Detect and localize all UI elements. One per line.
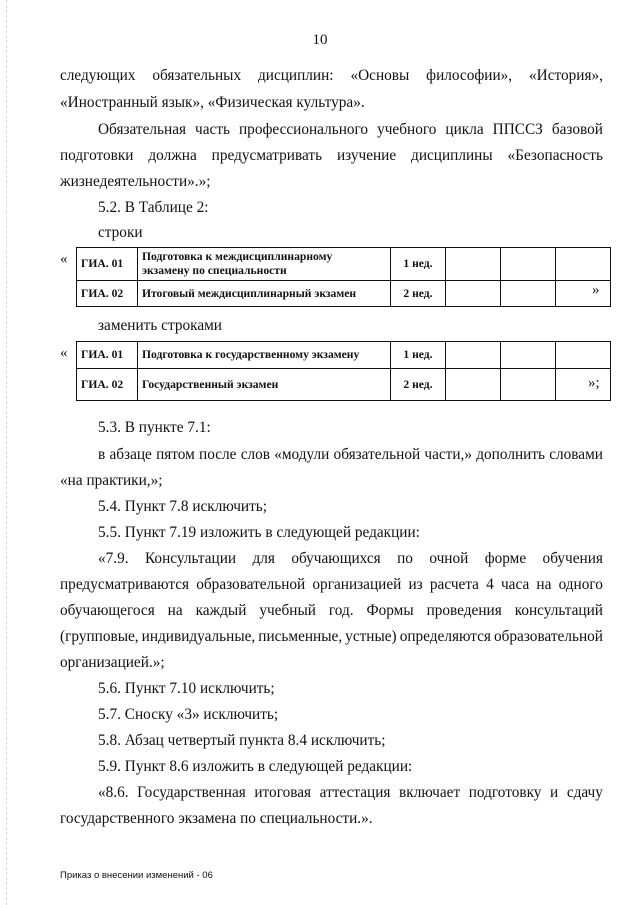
word: в xyxy=(98,446,106,463)
open-quote: « xyxy=(60,345,68,361)
word: консультаций xyxy=(514,602,603,619)
table-old-rows xyxy=(76,247,611,307)
word: философии», xyxy=(426,67,513,84)
word: определяются xyxy=(399,628,491,645)
word: абзаце xyxy=(109,446,152,463)
empty-cell xyxy=(446,369,501,401)
word: каждый xyxy=(195,602,247,619)
row-code: ГИА. 01 xyxy=(77,248,138,281)
close-quote: » xyxy=(592,282,600,298)
word: «модули xyxy=(274,446,330,463)
word: изучение xyxy=(336,147,397,164)
word: аттестация xyxy=(319,784,391,801)
word: цикла xyxy=(445,121,484,138)
word: обучающихся xyxy=(291,550,381,567)
word: Государственная xyxy=(137,784,246,801)
word: «История», xyxy=(529,67,603,84)
empty-cell xyxy=(501,281,556,307)
word: часа xyxy=(500,576,530,593)
word: учебного xyxy=(377,121,437,138)
row-weeks: 1 нед. xyxy=(391,342,446,369)
page-number: 10 xyxy=(312,32,328,48)
row-code: ГИА. 01 xyxy=(77,342,138,369)
word: обязательной xyxy=(333,446,421,463)
word: образовательной xyxy=(196,576,306,593)
empty-cell xyxy=(446,248,501,281)
open-quote: « xyxy=(60,251,68,267)
word: 4 xyxy=(486,576,494,593)
word: базовой xyxy=(551,121,603,138)
text-line xyxy=(60,628,603,646)
word: письменные, xyxy=(258,628,343,645)
word: слов xyxy=(240,446,270,463)
word: следующих xyxy=(60,67,136,84)
word: предусматривать xyxy=(211,147,323,164)
text-line: заменить строками xyxy=(98,317,222,334)
text-line: 5.5. Пункт 7.19 изложить в следующей редакции: xyxy=(98,524,420,541)
scan-edge xyxy=(6,0,7,905)
word: и xyxy=(550,784,559,801)
word: устные) xyxy=(345,628,397,645)
table-row xyxy=(77,281,611,307)
word: на xyxy=(536,576,552,593)
text-line xyxy=(98,121,603,139)
text-line: 5.2. В Таблице 2: xyxy=(98,199,209,216)
empty-cell xyxy=(501,342,556,369)
word: ППССЗ xyxy=(492,121,543,138)
row-weeks: 2 нед. xyxy=(391,281,446,307)
word: обязательных xyxy=(152,67,242,84)
text-line xyxy=(60,67,603,85)
text-line: 5.7. Сноску «3» исключить; xyxy=(98,706,279,723)
row-name: Подготовка к государственному экзамену xyxy=(138,342,391,369)
word: обучающегося xyxy=(60,602,155,619)
row-weeks: 1 нед. xyxy=(391,248,446,281)
text-line: 5.9. Пункт 8.6 изложить в следующей редакции: xyxy=(98,758,413,775)
word: одного xyxy=(558,576,603,593)
table-row xyxy=(77,369,611,401)
text-line: строки xyxy=(98,224,143,241)
word: Консультации xyxy=(144,550,237,567)
text-line xyxy=(60,147,603,165)
text-line xyxy=(98,550,603,568)
word: по xyxy=(397,550,413,567)
text-line: организацией.»; xyxy=(60,654,165,671)
word: на xyxy=(167,602,183,619)
word: части,» xyxy=(424,446,473,463)
word: после xyxy=(199,446,237,463)
row-weeks: 2 нед. xyxy=(391,369,446,401)
word: год. xyxy=(328,602,354,619)
word: Обязательная xyxy=(98,121,187,138)
word: из xyxy=(408,576,423,593)
row-code: ГИА. 02 xyxy=(77,369,138,401)
word: проведения xyxy=(426,602,502,619)
row-name xyxy=(138,248,391,281)
text-line xyxy=(60,576,603,594)
text-line: «Иностранный язык», «Физическая культура». xyxy=(60,94,365,111)
word: подготовку xyxy=(468,784,542,801)
empty-cell xyxy=(501,369,556,401)
empty-cell xyxy=(556,342,611,369)
word: индивидуальные, xyxy=(141,628,256,645)
text-line: 5.8. Абзац четвертый пункта 8.4 исключить; xyxy=(98,732,386,749)
word: итоговая xyxy=(254,784,312,801)
empty-cell xyxy=(446,342,501,369)
text-line xyxy=(60,602,603,620)
text-line xyxy=(98,446,603,464)
word: часть xyxy=(195,121,230,138)
word: «Основы xyxy=(350,67,410,84)
table-row xyxy=(77,248,611,281)
word: дисциплины xyxy=(411,147,493,164)
word: дополнить xyxy=(476,446,545,463)
row-name-line: экзамену по специальности xyxy=(142,264,287,277)
word: (групповые, xyxy=(60,628,139,645)
empty-cell xyxy=(446,281,501,307)
word: пятом xyxy=(156,446,195,463)
table-row xyxy=(77,342,611,369)
row-name: Итоговый междисциплинарный экзамен xyxy=(138,281,391,307)
text-line: государственного экзамена по специальности.». xyxy=(60,810,373,827)
word: учебный xyxy=(259,602,316,619)
word: «8.6. xyxy=(98,784,129,801)
word: расчета xyxy=(429,576,479,593)
text-line: «на практики,»; xyxy=(60,472,163,489)
row-name: Государственный экзамен xyxy=(138,369,391,401)
empty-cell xyxy=(556,248,611,281)
text-line xyxy=(98,784,603,802)
word: образовательной xyxy=(493,628,603,645)
empty-cell xyxy=(556,281,611,307)
word: профессионального xyxy=(239,121,369,138)
close-quote: »; xyxy=(588,375,600,391)
word: подготовки xyxy=(60,147,134,164)
text-line: 5.6. Пункт 7.10 исключить; xyxy=(98,680,275,697)
word: словами xyxy=(549,446,603,463)
word: очной xyxy=(429,550,469,567)
word: «Безопасность xyxy=(507,147,603,164)
word: организацией xyxy=(312,576,402,593)
row-name-line: Подготовка к междисциплинарному xyxy=(142,250,333,263)
word: для xyxy=(252,550,275,567)
word: должна xyxy=(148,147,197,164)
word: форме xyxy=(484,550,527,567)
text-line: 5.4. Пункт 7.8 исключить; xyxy=(98,498,268,515)
text-line: 5.3. В пункте 7.1: xyxy=(98,419,211,436)
word: обучения xyxy=(542,550,603,567)
word: Формы xyxy=(366,602,414,619)
word: включает xyxy=(399,784,461,801)
row-code: ГИА. 02 xyxy=(77,281,138,307)
word: сдачу xyxy=(566,784,603,801)
empty-cell xyxy=(501,248,556,281)
footer-note: Приказ о внесении изменений - 06 xyxy=(60,870,213,881)
table-new-rows xyxy=(76,341,611,401)
word: предусматриваются xyxy=(60,576,190,593)
text-line: жизнедеятельности».»; xyxy=(60,173,211,190)
word: «7.9. xyxy=(98,550,129,567)
empty-cell xyxy=(556,369,611,401)
word: дисциплин: xyxy=(257,67,334,84)
